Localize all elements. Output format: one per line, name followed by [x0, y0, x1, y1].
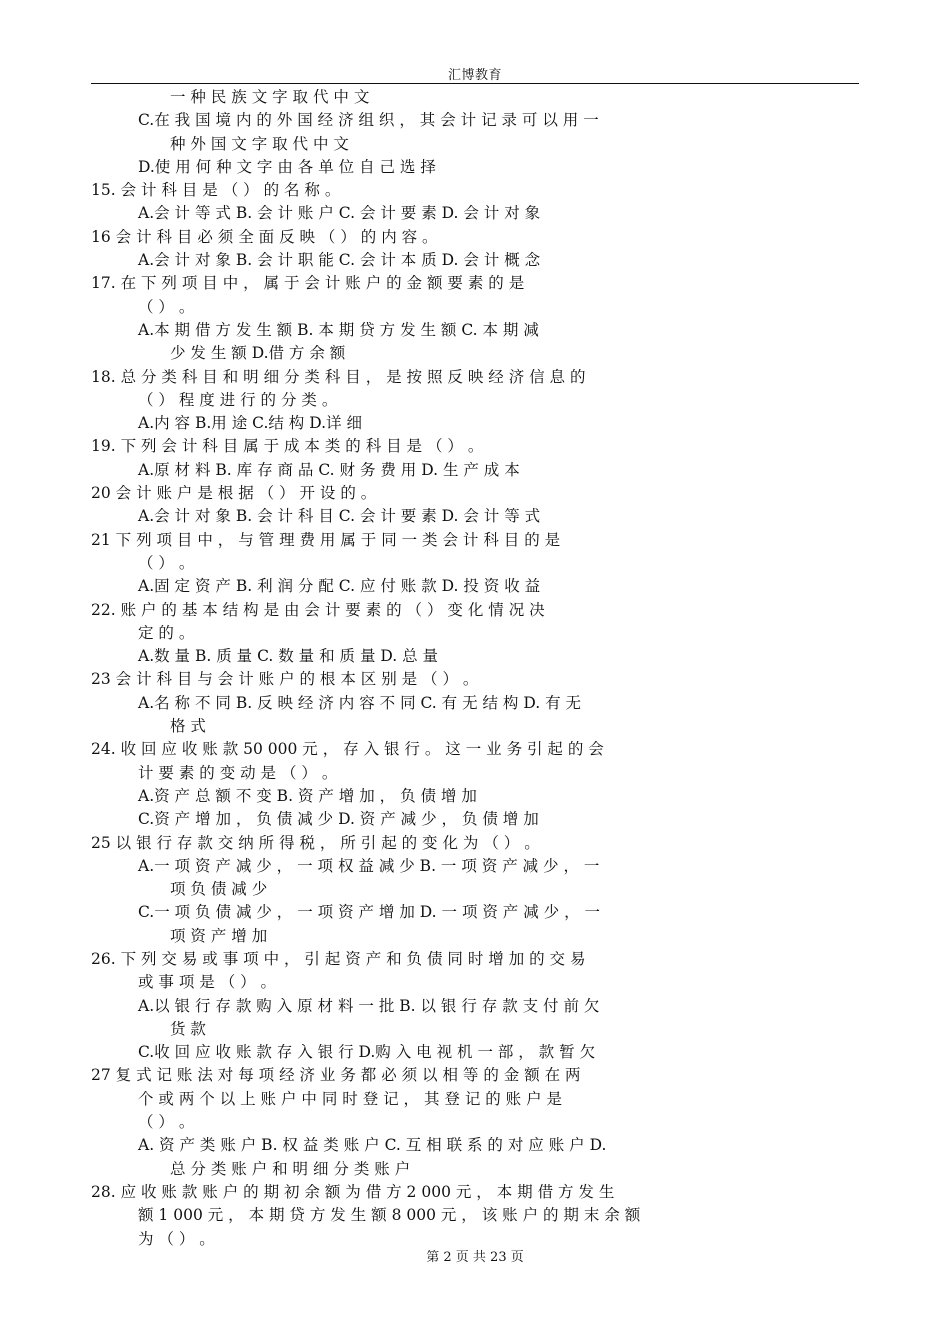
question-line: 19. 下 列 会 计 科 目 属 于 成 本 类 的 科 目 是 （ ） 。: [91, 437, 484, 456]
option-line: C.在 我 国 境 内 的 外 国 经 济 组 织 ， 其 会 计 记 录 可 以 用 一: [138, 111, 599, 130]
option-line: （ ） 。: [138, 553, 195, 572]
continuation-line: 格 式: [170, 717, 206, 736]
header-divider: [91, 83, 859, 84]
option-line: A.会 计 等 式 B. 会 计 账 户 C. 会 计 要 素 D. 会 计 对 象: [138, 204, 541, 223]
question-line: 15. 会 计 科 目 是 （ ） 的 名 称 。: [91, 181, 341, 200]
question-line: 18. 总 分 类 科 目 和 明 细 分 类 科 目 ， 是 按 照 反 映 经 济 信 息 的: [91, 367, 586, 386]
continuation-line: 项 负 债 减 少: [170, 880, 268, 899]
continuation-line: 总 分 类 账 户 和 明 细 分 类 账 户: [170, 1159, 411, 1178]
option-line: D.使 用 何 种 文 字 由 各 单 位 自 己 选 择: [138, 157, 436, 176]
option-line: A.原 材 料 B. 库 存 商 品 C. 财 务 费 用 D. 生 产 成 本: [138, 460, 520, 479]
option-line: A.固 定 资 产 B. 利 润 分 配 C. 应 付 账 款 D. 投 资 收 益: [138, 577, 541, 596]
page-footer: 第 2 页 共 23 页: [426, 1250, 524, 1265]
option-line: A.本 期 借 方 发 生 额 B. 本 期 贷 方 发 生 额 C. 本 期 减: [138, 320, 539, 339]
question-line: 26. 下 列 交 易 或 事 项 中 ， 引 起 资 产 和 负 债 同 时 增 加 的 交 易: [91, 949, 586, 968]
option-line: C.收 回 应 收 账 款 存 入 银 行 D.购 入 电 视 机 一 部 ， 款 暂 欠: [138, 1043, 596, 1062]
option-line: 计 要 素 的 变 动 是 （ ） 。: [138, 763, 338, 782]
option-line: A.内 容 B.用 途 C.结 构 D.详 细: [138, 414, 362, 433]
question-line: 24. 收 回 应 收 账 款 50 000 元 ， 存 入 银 行 。 这 一 业 务 引 起 的 会: [91, 740, 604, 759]
continuation-line: 项 资 产 增 加: [170, 926, 268, 945]
question-line: 25 以 银 行 存 款 交 纳 所 得 税 ， 所 引 起 的 变 化 为 （ ） 。: [91, 833, 540, 852]
option-line: A.以 银 行 存 款 购 入 原 材 料 一 批 B. 以 银 行 存 款 支 付 前 欠: [138, 996, 600, 1015]
question-line: 17. 在 下 列 项 目 中 ， 属 于 会 计 账 户 的 金 额 要 素 的 是: [91, 274, 525, 293]
option-line: （ ） 。: [138, 1113, 195, 1132]
option-line: A.资 产 总 额 不 变 B. 资 产 增 加 ， 负 债 增 加: [138, 786, 477, 805]
question-line: 20 会 计 账 户 是 根 据 （ ） 开 设 的 。: [91, 484, 377, 503]
option-line: A.数 量 B. 质 量 C. 数 量 和 质 量 D. 总 量: [138, 647, 439, 666]
page-header: 汇博教育: [447, 68, 502, 83]
question-line: 23 会 计 科 目 与 会 计 账 户 的 根 本 区 别 是 （ ） 。: [91, 670, 479, 689]
option-line: A.一 项 资 产 减 少 ， 一 项 权 益 减 少 B. 一 项 资 产 减 少 ， 一: [138, 856, 600, 875]
continuation-line: 种 外 国 文 字 取 代 中 文: [170, 134, 349, 153]
continuation-line: 一 种 民 族 文 字 取 代 中 文: [170, 88, 370, 106]
option-line: 定 的 。: [138, 623, 195, 642]
option-line: A.会 计 对 象 B. 会 计 职 能 C. 会 计 本 质 D. 会 计 概 念: [138, 251, 541, 270]
option-line: （ ） 。: [138, 297, 195, 316]
option-line: 个 或 两 个 以 上 账 户 中 同 时 登 记 ， 其 登 记 的 账 户 是: [138, 1089, 563, 1108]
document-body: [91, 86, 847, 1251]
option-line: 额 1 000 元 ， 本 期 贷 方 发 生 额 8 000 元 ， 该 账 户 的 期 末 余 额: [138, 1206, 641, 1225]
option-line: A.名 称 不 同 B. 反 映 经 济 内 容 不 同 C. 有 无 结 构 D. 有 无: [138, 693, 582, 712]
option-line: A.会 计 对 象 B. 会 计 科 目 C. 会 计 要 素 D. 会 计 等 式: [138, 507, 541, 526]
option-line: （ ） 程 度 进 行 的 分 类 。: [138, 390, 338, 409]
option-line: 为 （ ） 。: [138, 1229, 215, 1248]
question-line: 22. 账 户 的 基 本 结 构 是 由 会 计 要 素 的 （ ） 变 化 情 况 决: [91, 600, 545, 619]
question-line: 21 下 列 项 目 中 ， 与 管 理 费 用 属 于 同 一 类 会 计 科 目 的 是: [91, 530, 561, 549]
continuation-line: 货 款: [170, 1019, 206, 1038]
question-line: 16 会 计 科 目 必 须 全 面 反 映 （ ） 的 内 容 。: [91, 227, 438, 246]
question-line: 27 复 式 记 账 法 对 每 项 经 济 业 务 都 必 须 以 相 等 的 金 额 在 两: [91, 1066, 581, 1085]
option-line: C.一 项 负 债 减 少 ， 一 项 资 产 增 加 D. 一 项 资 产 减 少 ， 一: [138, 903, 601, 922]
question-line: 28. 应 收 账 款 账 户 的 期 初 余 额 为 借 方 2 000 元 ， 本 期 借 方 发 生: [91, 1182, 615, 1201]
continuation-line: 少 发 生 额 D.借 方 余 额: [170, 344, 346, 363]
option-line: A. 资 产 类 账 户 B. 权 益 类 账 户 C. 互 相 联 系 的 对 应 账 户 D.: [138, 1136, 607, 1155]
option-line: C.资 产 增 加 ， 负 债 减 少 D. 资 产 减 少 ， 负 债 增 加: [138, 810, 539, 829]
option-line: 或 事 项 是 （ ） 。: [138, 973, 277, 992]
